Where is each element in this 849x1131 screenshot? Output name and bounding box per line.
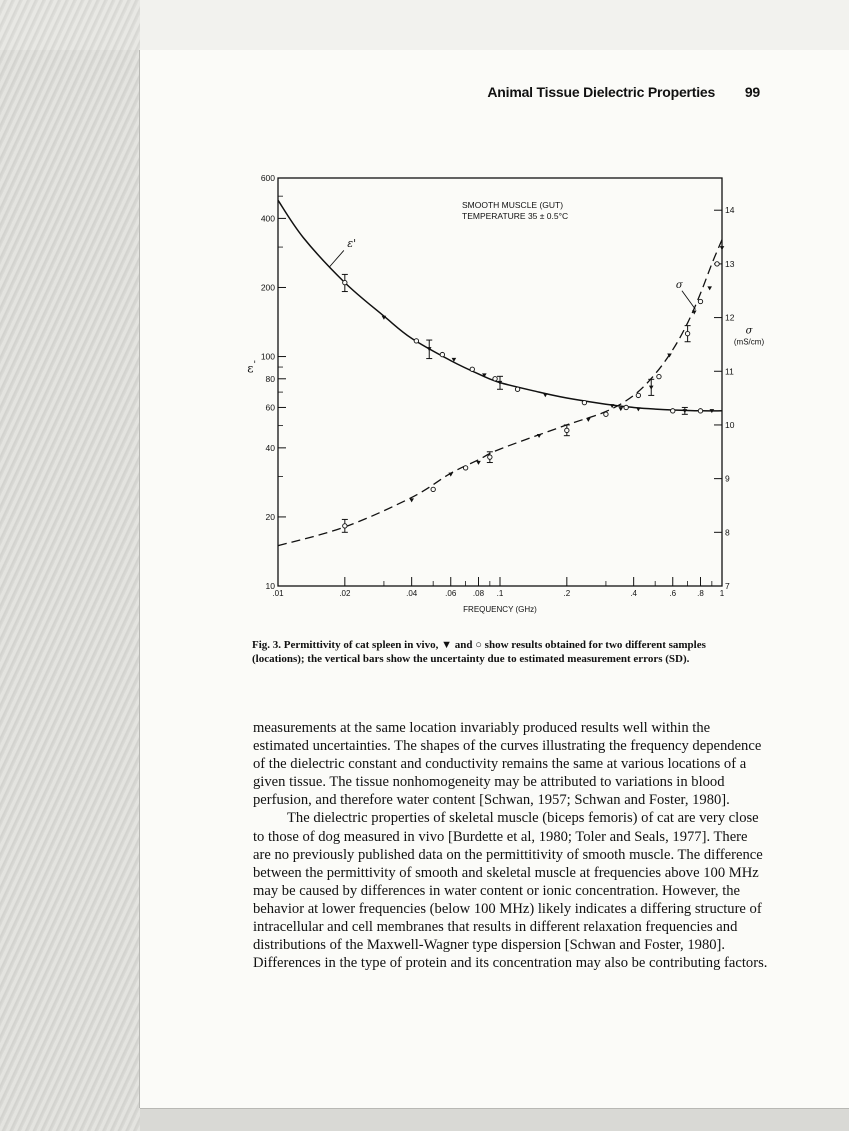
left-axis-label: ε' — [247, 360, 256, 376]
right-tick-label: 14 — [725, 205, 735, 216]
right-tick-label: 9 — [725, 473, 730, 484]
figure-caption — [252, 638, 752, 666]
right-tick-label: 10 — [725, 419, 735, 430]
caption-label: Fig. 3. — [252, 639, 282, 651]
data-point-circle — [440, 352, 444, 356]
left-tick-label: 40 — [265, 442, 275, 453]
data-point-triangle — [476, 461, 481, 465]
scan-edge-shadow — [0, 0, 140, 1131]
data-point-circle — [414, 339, 418, 343]
x-tick-label: .01 — [272, 589, 284, 598]
x-tick-label: .08 — [472, 589, 485, 598]
data-point-circle — [671, 409, 675, 413]
caption-circle-marker: ○ — [475, 639, 482, 651]
running-head — [360, 84, 760, 100]
data-point-triangle — [720, 246, 725, 250]
data-point-triangle — [543, 393, 548, 397]
caption-triangle-marker: ▼ — [441, 639, 453, 651]
data-point-circle — [515, 387, 519, 391]
left-tick-label: 600 — [260, 173, 275, 183]
right-tick-label: 11 — [725, 366, 734, 377]
data-point-triangle — [586, 418, 591, 422]
right-tick-label: 8 — [725, 527, 730, 538]
chart-labels — [329, 200, 695, 310]
data-point-triangle — [409, 498, 414, 502]
left-tick-label: 200 — [260, 282, 275, 293]
left-tick-label: 100 — [260, 351, 275, 362]
data-points — [342, 246, 724, 532]
left-tick-label: 60 — [265, 402, 275, 413]
data-point-circle — [582, 400, 586, 404]
x-tick-label: .06 — [445, 589, 457, 598]
caption-text-a: Permittivity of cat spleen in vivo, — [281, 639, 442, 651]
left-tick-label: 10 — [265, 581, 275, 591]
fit-curves — [278, 200, 722, 546]
data-point-triangle — [618, 407, 623, 411]
x-tick-label: .02 — [339, 589, 351, 598]
right-axis-unit: (mS/cm) — [733, 337, 765, 347]
data-point-circle — [470, 367, 474, 371]
caption-text-b: and — [452, 639, 476, 651]
x-tick-label: .1 — [496, 589, 504, 598]
x-tick-label: .6 — [669, 589, 677, 598]
data-point-circle — [698, 299, 702, 303]
data-point-circle — [604, 412, 608, 416]
x-tick-label: .2 — [563, 589, 571, 598]
data-point-circle — [715, 262, 719, 266]
permittivity-label-leader — [329, 250, 344, 267]
running-title: Animal Tissue Dielectric Properties — [487, 84, 716, 100]
data-point-circle — [685, 331, 689, 335]
paragraph-1: measurements at the same location invariably produced results well within the estimated uncertainties. The shapes of the curves illustrating the frequency dependence of the dielectric constant and conductivity remains the same at various locations of a given tissue. The tissue nonhomogeneity may be attributed to variations in blood perfusion, and therefore water content [Schwan, 1957; Schwan and Foster, 1980]. — [253, 720, 762, 809]
x-tick-label: 1 — [719, 589, 725, 598]
paragraph-2: The dielectric properties of skeletal muscle (biceps femoris) of cat are very close to those of dog measured in vivo [Burdette et al, 1980; Toler and Seals, 1977]. There are no previously published data on the permittitivity of smooth muscle. The difference between the permittivity of smooth and skeletal muscle at frequencies above 100 MHz may be caused by differences in water content or ionic concentration. However, the behavior at lower frequencies (below 100 MHz) likely indicates a differing structure of intracellular and cell membranes that results in different relaxation frequencies and distributions of the Maxwell-Wagner type dispersion [Schwan and Foster, 1980]. Differences in the type of protein and its concentration may also be contributing factors. — [253, 810, 768, 972]
chart-annotation: SMOOTH MUSCLE (GUT) — [462, 200, 564, 210]
data-point-circle — [488, 455, 492, 459]
page-number: 99 — [744, 84, 760, 100]
data-point-circle — [463, 466, 467, 470]
left-tick-label: 400 — [260, 213, 275, 224]
body-text — [253, 719, 768, 972]
data-point-circle — [636, 393, 640, 397]
x-tick-label: .8 — [697, 589, 704, 598]
conductivity-label-leader — [682, 291, 696, 310]
data-point-circle — [343, 280, 347, 284]
axes — [247, 173, 764, 614]
data-point-triangle — [636, 407, 641, 411]
caption-text-c: show results obtained for two different samples (locations); the vertical bars show the uncertainty due to estimated measurement errors (SD). — [252, 639, 706, 665]
right-tick-label: 12 — [725, 312, 735, 323]
data-point-circle — [565, 428, 569, 432]
data-point-triangle — [707, 286, 712, 290]
data-point-triangle — [649, 386, 654, 390]
data-point-circle — [431, 487, 435, 491]
left-tick-label: 80 — [265, 373, 275, 384]
chart-annotation: TEMPERATURE 35 ± 0.5°C — [462, 211, 569, 221]
right-tick-label: 7 — [725, 581, 730, 591]
right-axis-label: σ — [745, 325, 753, 337]
conductivity-series-label: σ — [675, 280, 683, 292]
permittivity-series-label: ε' — [347, 237, 357, 251]
figure-3-chart — [248, 170, 778, 620]
data-point-circle — [493, 377, 497, 381]
data-point-circle — [624, 405, 628, 409]
right-tick-label: 13 — [725, 258, 735, 269]
x-tick-label: .4 — [630, 589, 637, 598]
data-point-circle — [657, 374, 661, 378]
data-point-circle — [343, 524, 347, 528]
left-tick-label: 20 — [265, 511, 275, 522]
x-tick-label: .04 — [406, 589, 418, 598]
x-axis-label: FREQUENCY (GHz) — [463, 605, 537, 614]
data-point-circle — [698, 409, 702, 413]
